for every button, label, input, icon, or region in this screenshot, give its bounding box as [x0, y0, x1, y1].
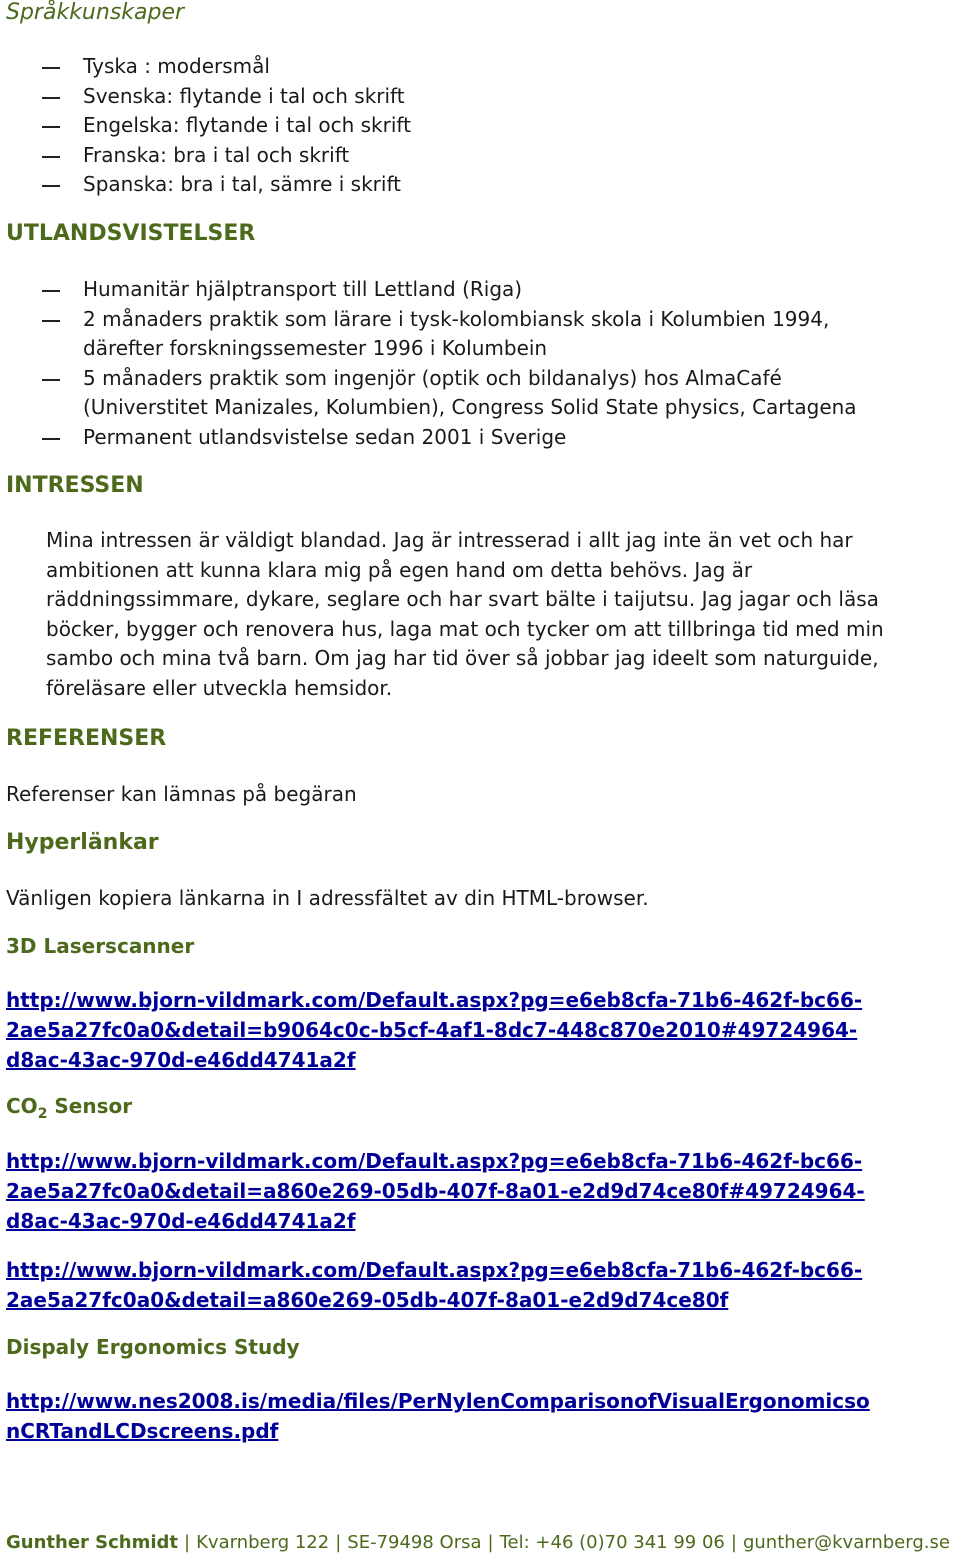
footer-separator: | — [335, 1532, 342, 1553]
subtitle-co2-sensor — [6, 1094, 132, 1122]
list-item: Engelska: flytande i tal och skrift — [83, 113, 411, 137]
link-co2-2[interactable] — [6, 1255, 862, 1315]
link-display-ergonomics[interactable] — [6, 1386, 870, 1446]
link-co2-1[interactable] — [6, 1146, 865, 1236]
list-item: Permanent utlandsvistelse sedan 2001 i Sverige — [83, 425, 567, 449]
list-item: Tyska : modersmål — [83, 54, 270, 78]
dash-bullet — [42, 438, 60, 440]
dash-bullet — [42, 126, 60, 128]
section-title-sprak: Språkkunskaper — [6, 0, 185, 25]
link-line[interactable]: http://www.bjorn-vildmark.com/Default.aspx?pg=e6eb8cfa-71b6-462f-bc66- — [6, 1149, 863, 1173]
list-item: 2 månaders praktik som lärare i tysk-kolombiansk skola i Kolumbien 1994, — [83, 307, 830, 331]
list-item: Spanska: bra i tal, sämre i skrift — [83, 172, 401, 196]
footer-city: SE-79498 Orsa — [347, 1532, 482, 1553]
footer — [6, 1532, 950, 1553]
footer-phone: Tel: +46 (0)70 341 99 06 — [499, 1532, 725, 1553]
footer-email: gunther@kvarnberg.se — [742, 1532, 950, 1553]
link-laserscanner[interactable] — [6, 985, 862, 1075]
link-line[interactable]: http://www.bjorn-vildmark.com/Default.aspx?pg=e6eb8cfa-71b6-462f-bc66- — [6, 988, 863, 1012]
co2-title-rest: Sensor — [47, 1094, 133, 1118]
list-item: Humanitär hjälptransport till Lettland (Riga) — [83, 277, 523, 301]
link-line[interactable]: 2ae5a27fc0a0&detail=a860e269-05db-407f-8a01-e2d9d74ce80f#49724964- — [6, 1179, 865, 1203]
footer-separator: | — [487, 1532, 494, 1553]
section-title-referenser: REFERENSER — [6, 726, 167, 751]
dash-bullet — [42, 320, 60, 322]
dash-bullet — [42, 185, 60, 187]
list-item-continuation: därefter forskningssemester 1996 i Kolumbein — [83, 336, 548, 360]
footer-separator: | — [730, 1532, 737, 1553]
link-line[interactable]: 2ae5a27fc0a0&detail=b9064c0c-b5cf-4af1-8dc7-448c870e2010#49724964- — [6, 1018, 858, 1042]
hyperlinks-instruction: Vänligen kopiera länkarna in I adressfältet av din HTML-browser. — [6, 886, 649, 910]
list-item: Svenska: flytande i tal och skrift — [83, 84, 405, 108]
list-item: 5 månaders praktik som ingenjör (optik och bildanalys) hos AlmaCafé — [83, 366, 782, 390]
section-title-utland: UTLANDSVISTELSER — [6, 221, 256, 246]
list-item: Franska: bra i tal och skrift — [83, 143, 350, 167]
co2-title-main: CO — [6, 1094, 38, 1118]
section-title-intressen: INTRESSEN — [6, 473, 144, 498]
link-line[interactable]: http://www.nes2008.is/media/files/PerNylenComparisonofVisualErgonomicso — [6, 1389, 870, 1413]
dash-bullet — [42, 290, 60, 292]
link-line[interactable]: 2ae5a27fc0a0&detail=a860e269-05db-407f-8a01-e2d9d74ce80f — [6, 1288, 729, 1312]
footer-separator: | — [184, 1532, 191, 1553]
dash-bullet — [42, 156, 60, 158]
dash-bullet — [42, 379, 60, 381]
footer-address: Kvarnberg 122 — [196, 1532, 330, 1553]
interests-paragraph: Mina intressen är väldigt blandad. Jag är intresserad i allt jag inte än vet och har ambitionen att kunna klara mig på egen hand om detta behövs. Jag är räddningssimmare, dykare, seglare och har svart bälte i taijutsu. Jag jagar och läsa böcker, bygger och renovera hus, laga mat och tycker om att tillbringa tid med min sambo och mina två barn. Om jag har tid över så jobbar jag ideelt som naturguide, föreläsare eller utveckla hemsidor. — [46, 528, 884, 700]
list-item-continuation: (Universtitet Manizales, Kolumbien), Congress Solid State physics, Cartagena — [83, 395, 857, 419]
link-line[interactable]: nCRTandLCDscreens.pdf — [6, 1419, 279, 1443]
link-line[interactable]: d8ac-43ac-970d-e46dd4741a2f — [6, 1209, 356, 1233]
co2-title-subscript: 2 — [37, 1106, 48, 1122]
footer-name: Gunther Schmidt — [6, 1532, 179, 1553]
link-line[interactable]: d8ac-43ac-970d-e46dd4741a2f — [6, 1048, 356, 1072]
references-text: Referenser kan lämnas på begäran — [6, 782, 357, 806]
dash-bullet — [42, 97, 60, 99]
subtitle-display-ergonomics: Dispaly Ergonomics Study — [6, 1335, 300, 1359]
subtitle-laserscanner: 3D Laserscanner — [6, 934, 195, 958]
section-title-hyperlankar: Hyperlänkar — [6, 830, 159, 855]
dash-bullet — [42, 67, 60, 69]
link-line[interactable]: http://www.bjorn-vildmark.com/Default.aspx?pg=e6eb8cfa-71b6-462f-bc66- — [6, 1258, 863, 1282]
